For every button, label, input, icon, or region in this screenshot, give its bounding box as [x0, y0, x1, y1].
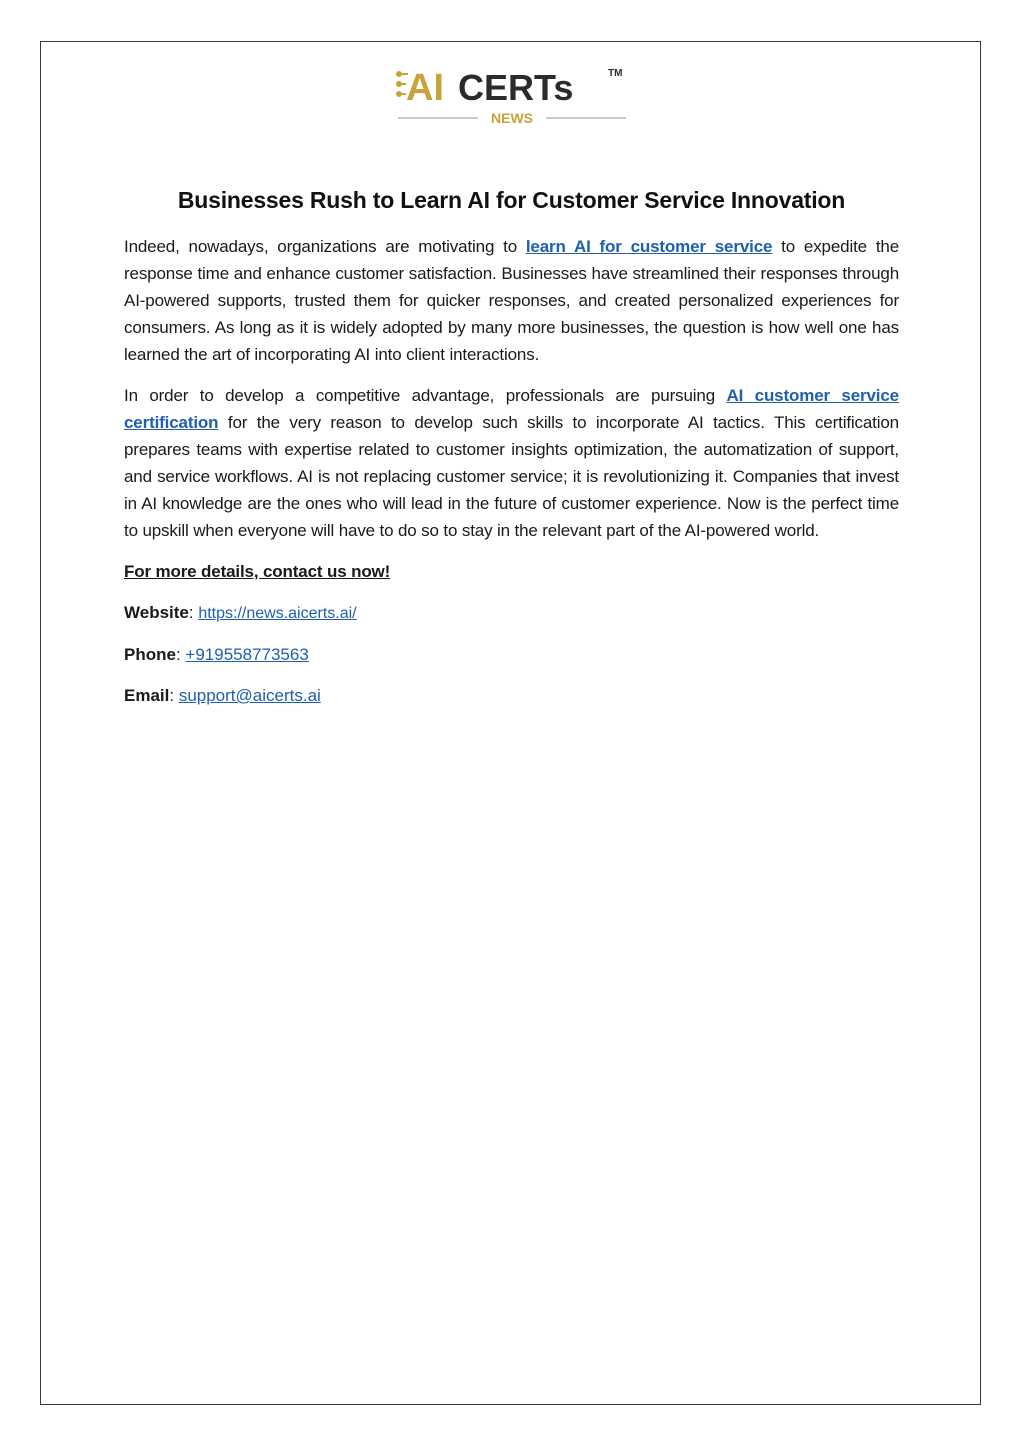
contact-website: [124, 599, 899, 627]
website-link[interactable]: https://news.aicerts.ai/: [198, 605, 357, 622]
ai-customer-service-certification-link[interactable]: AI customer service certification: [124, 386, 899, 432]
article-title: Businesses Rush to Learn AI for Customer Service Innovation: [177, 187, 846, 213]
paragraph-certification: [124, 382, 899, 544]
contact-email: [124, 682, 899, 709]
article-body: [124, 183, 899, 723]
contact-phone: [124, 641, 899, 668]
paragraph-intro-after: to expedite the response time and enhance customer satisfaction. Businesses have streamlined their responses through AI-powered supports, trusted them for quicker responses, and created personalized experiences for consumers. As long as it is widely adopted by many more businesses, the question is how well one has learned the art of incorporating AI into client interactions.: [124, 237, 899, 364]
paragraph-intro: [124, 233, 899, 368]
email-link[interactable]: support@aicerts.ai: [178, 686, 321, 705]
paragraph-intro-before: Indeed, nowadays, organizations are motivating to: [124, 237, 526, 256]
paragraph-certification-after: for the very reason to develop such skills to incorporate AI tactics. This certification prepares teams with expertise related to customer insights optimization, the automatization of support, and service workflows. AI is not replacing customer service; it is revolutionizing it. Companies that invest in AI knowledge are the ones who will lead in the future of customer experience. Now is the perfect time to upskill when everyone will have to do so to stay in the relevant part of the AI-powered world.: [124, 413, 899, 540]
phone-link[interactable]: +919558773563: [185, 645, 309, 664]
logo-news-text: NEWS: [491, 110, 533, 124]
logo-trademark: TM: [608, 68, 623, 79]
contact-call-to-action: For more details, contact us now!: [124, 562, 391, 581]
aicerts-news-logo: [396, 62, 628, 124]
phone-separator: :: [175, 645, 186, 664]
email-separator: :: [169, 686, 179, 705]
learn-ai-customer-service-link[interactable]: learn AI for customer service: [525, 237, 773, 256]
email-label: Email: [124, 686, 170, 705]
website-separator: :: [188, 603, 199, 622]
paragraph-certification-before: In order to develop a competitive advantage, professionals are pursuing: [124, 386, 727, 405]
website-label: Website: [124, 603, 189, 622]
logo-certs-text: CERTs: [458, 67, 574, 108]
phone-label: Phone: [124, 645, 176, 664]
logo-ai-text: AI: [406, 67, 444, 109]
